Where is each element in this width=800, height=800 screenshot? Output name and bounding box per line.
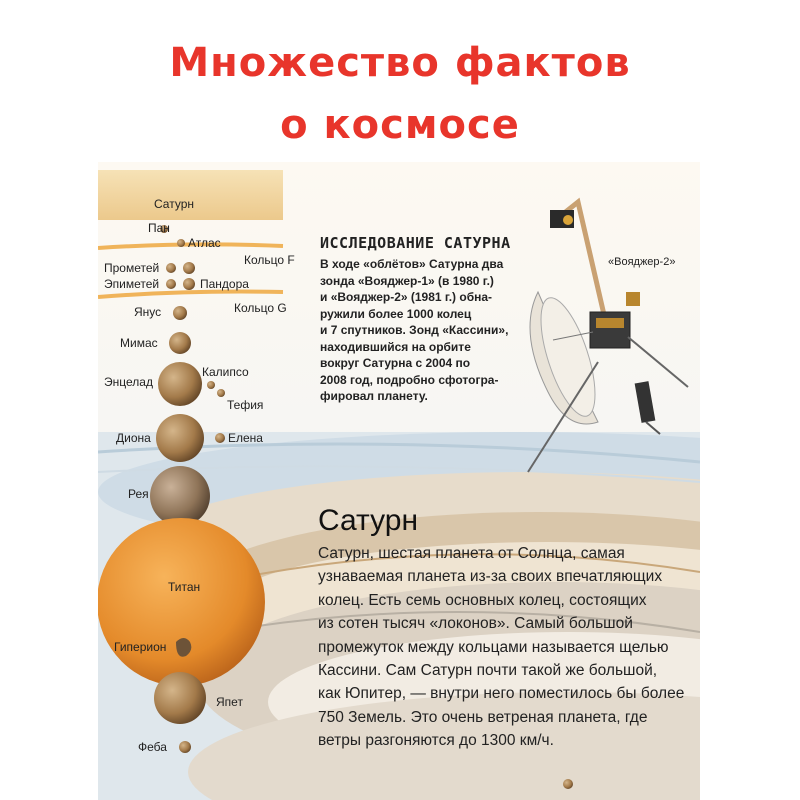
label-prometheus: Прометей xyxy=(104,261,160,275)
saturn-text xyxy=(318,542,698,753)
exploration-text xyxy=(320,256,510,405)
saturn-heading: Сатурн xyxy=(318,504,419,537)
label-calypso: Калипсо xyxy=(202,365,249,379)
label-tethys: Тефия xyxy=(227,398,264,412)
label-hyperion: Гиперион xyxy=(114,640,167,654)
label-janus: Янус xyxy=(134,305,162,319)
saturn-text-line: Сатурн, шестая планета от Солнца, самая xyxy=(318,545,625,562)
label-phoebe: Феба xyxy=(138,740,167,754)
moon-titan xyxy=(98,518,265,686)
saturn-text-line: узнаваемая планета из-за своих впечатляющих xyxy=(318,568,663,586)
moon-phoebe xyxy=(179,741,191,753)
saturn-text-line: как Юпитер, — внутри него поместилось бы более xyxy=(318,685,685,703)
moon-pandora xyxy=(183,262,195,274)
label-atlas: Атлас xyxy=(188,236,221,250)
moon-prometheus xyxy=(166,263,176,273)
label-pan: Пан xyxy=(148,221,170,235)
label-titan: Титан xyxy=(168,580,201,594)
exploration-line: вокруг Сатурна с 2004 по xyxy=(320,356,471,370)
exploration-line: В ходе «облётов» Сатурна два xyxy=(320,257,504,271)
label-rhea: Рея xyxy=(128,487,149,501)
moon-enceladus xyxy=(158,362,202,406)
exploration-line: фировал планету. xyxy=(320,389,428,403)
saturn-text-line: из сотен тысяч «локонов». Самый большой xyxy=(318,615,633,633)
page-title-line-1: Множество фактов xyxy=(169,40,631,86)
exploration-line: и «Вояджер-2» (1981 г.) обна- xyxy=(320,290,493,304)
label-dione: Диона xyxy=(116,431,151,445)
label-ring-g: Кольцо G xyxy=(234,301,287,315)
moon-tethys xyxy=(217,389,225,397)
moon-janus xyxy=(173,306,187,320)
moon-epimetheus xyxy=(166,279,176,289)
saturn-text-line: ветры разгоняются до 1300 км/ч. xyxy=(318,732,554,750)
moon-calypso xyxy=(207,381,215,389)
label-helene: Елена xyxy=(228,431,263,445)
moon-dione xyxy=(156,414,204,462)
moon-iapetus xyxy=(154,672,206,724)
voyager-label: «Вояджер-2» xyxy=(608,256,676,268)
exploration-line: находившийся на орбите xyxy=(320,339,471,354)
exploration-line: ружили более 1000 колец xyxy=(320,306,472,321)
moon-rhea xyxy=(150,466,210,526)
saturn-text-line: 750 Земель. Это очень ветреная планета, где xyxy=(318,708,648,726)
label-iapetus: Япет xyxy=(216,695,243,709)
exploration-line: 2008 год, подробно сфотогра- xyxy=(320,372,499,387)
exploration-line: и 7 спутников. Зонд «Кассини», xyxy=(320,323,509,337)
label-ring-f: Кольцо F xyxy=(244,253,295,267)
label-pandora: Пандора xyxy=(200,277,249,291)
saturn-text-line: промежуток между кольцами называется щелью xyxy=(318,638,669,656)
saturn-text-line: колец. Есть семь основных колец, состоящих xyxy=(318,591,647,609)
label-mimas: Мимас xyxy=(120,336,158,350)
moon-pandora-2 xyxy=(183,278,195,290)
moon-mimas xyxy=(169,332,191,354)
moon-atlas xyxy=(177,239,185,247)
saturn-text-line: Кассини. Сам Сатурн почти такой же большой, xyxy=(318,662,658,680)
page-title-line-2: о космосе xyxy=(280,102,520,148)
exploration-heading: ИССЛЕДОВАНИЕ САТУРНА xyxy=(320,234,511,252)
label-enceladus: Энцелад xyxy=(104,375,153,389)
moon-helene xyxy=(215,433,225,443)
exploration-line: зонда «Вояджер-1» (в 1980 г.) xyxy=(320,273,494,288)
illustration-spread xyxy=(98,162,700,800)
label-epimetheus: Эпиметей xyxy=(104,277,160,291)
saturn-band xyxy=(98,170,283,220)
label-saturn: Сатурн xyxy=(154,197,195,211)
